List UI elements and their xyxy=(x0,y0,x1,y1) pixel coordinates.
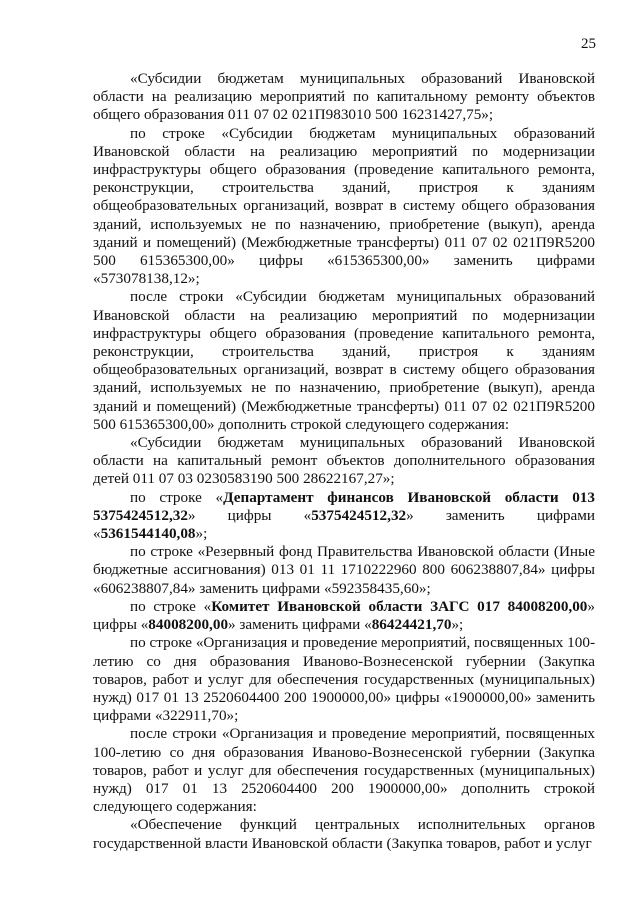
paragraph xyxy=(93,288,595,434)
bold-text-segment: 86424421,70 xyxy=(371,616,452,634)
document-body xyxy=(93,70,595,853)
bold-text-segment: Комитет Ивановской области ЗАГС 017 84008200,00 xyxy=(211,597,588,615)
bold-text-segment: 5361544140,08 xyxy=(100,525,196,543)
paragraph xyxy=(93,434,595,489)
text-segment: » цифры « xyxy=(93,597,595,634)
text-segment: по строке «Организация и проведение мероприятий, посвященных 100-летию со дня образования Иваново-Вознесенской губернии (Закупка товаров, работ и услуг для обеспечения государственных (муниципальных) нужд) 017 01 13 2520604400 200 1900000,00» цифры «1900000,00» заменить цифрами «322911,70»; xyxy=(93,634,595,725)
text-segment: по строке « xyxy=(130,488,224,506)
text-segment: » заменить цифрами « xyxy=(228,616,372,634)
bold-text-segment: 84008200,00 xyxy=(148,616,229,634)
text-segment: после строки «Субсидии бюджетам муниципальных образований Ивановской области на реализацию мероприятий по модернизации инфраструктуры общего образования (проведение капитального ремонта, реконструкции, строительства зданий, пристроя к зданиям общеобразовательных организаций, возврат в систему общего образования зданий, используемых не по назначению, приобретение (выкуп), аренда зданий и помещений) (Межбюджетные трансферты) 011 07 02 021П9R5200 500 615365300,00» дополнить строкой следующего содержания: xyxy=(93,288,595,433)
paragraph xyxy=(93,816,595,852)
paragraph xyxy=(93,725,595,816)
text-segment: «Субсидии бюджетам муниципальных образований Ивановской области на реализацию мероприятий по капитальному ремонту объектов общего образования 011 07 02 021П983010 500 16231427,75»; xyxy=(93,70,595,124)
text-segment: »; xyxy=(195,525,208,543)
bold-text-segment: Департамент финансов Ивановской области 013 5375424512,32 xyxy=(93,488,595,524)
page-number: 25 xyxy=(581,36,596,52)
text-segment: по строке «Резервный фонд Правительства Ивановской области (Иные бюджетные ассигнования) 013 01 11 1710222960 800 606238807,84» цифры «606238807,84» заменить цифрами «592358435,60»; xyxy=(93,543,595,597)
text-segment: по строке «Субсидии бюджетам муниципальных образований Ивановской области на реализацию мероприятий по модернизации инфраструктуры общего образования (проведение капитального ремонта, реконструкции, строительства зданий, пристроя к зданиям общеобразовательных организаций, возврат в систему общего образования зданий, используемых не по назначению, приобретение (выкуп), аренда зданий и помещений) (Межбюджетные трансферты) 011 07 02 021П9R5200 500 615365300,00» цифры «615365300,00» заменить цифрами «573078138,12»; xyxy=(93,124,595,288)
paragraph xyxy=(93,70,595,125)
paragraph xyxy=(93,489,595,544)
text-segment: по строке « xyxy=(130,597,212,615)
text-segment: после строки «Организация и проведение мероприятий, посвященных 100-летию со дня образования Иваново-Вознесенской губернии (Закупка товаров, работ и услуг для обеспечения государственных (муниципальных) нужд) 017 01 13 2520604400 200 1900000,00» дополнить строкой следующего содержания: xyxy=(93,725,595,816)
text-segment: «Субсидии бюджетам муниципальных образований Ивановской области на капитальный ремонт объектов дополнительного образования детей 011 07 03 0230583190 500 28622167,27»; xyxy=(93,434,595,488)
text-segment: »; xyxy=(451,616,464,634)
bold-text-segment: 5375424512,32 xyxy=(311,506,407,524)
text-segment: «Обеспечение функций центральных исполнительных органов государственной власти Ивановской области (Закупка товаров, работ и услуг xyxy=(93,816,595,852)
paragraph xyxy=(93,125,595,289)
text-segment: » заменить цифрами « xyxy=(93,506,595,543)
paragraph xyxy=(93,634,595,725)
text-segment: » цифры « xyxy=(187,506,312,524)
paragraph xyxy=(93,598,595,634)
paragraph xyxy=(93,543,595,598)
